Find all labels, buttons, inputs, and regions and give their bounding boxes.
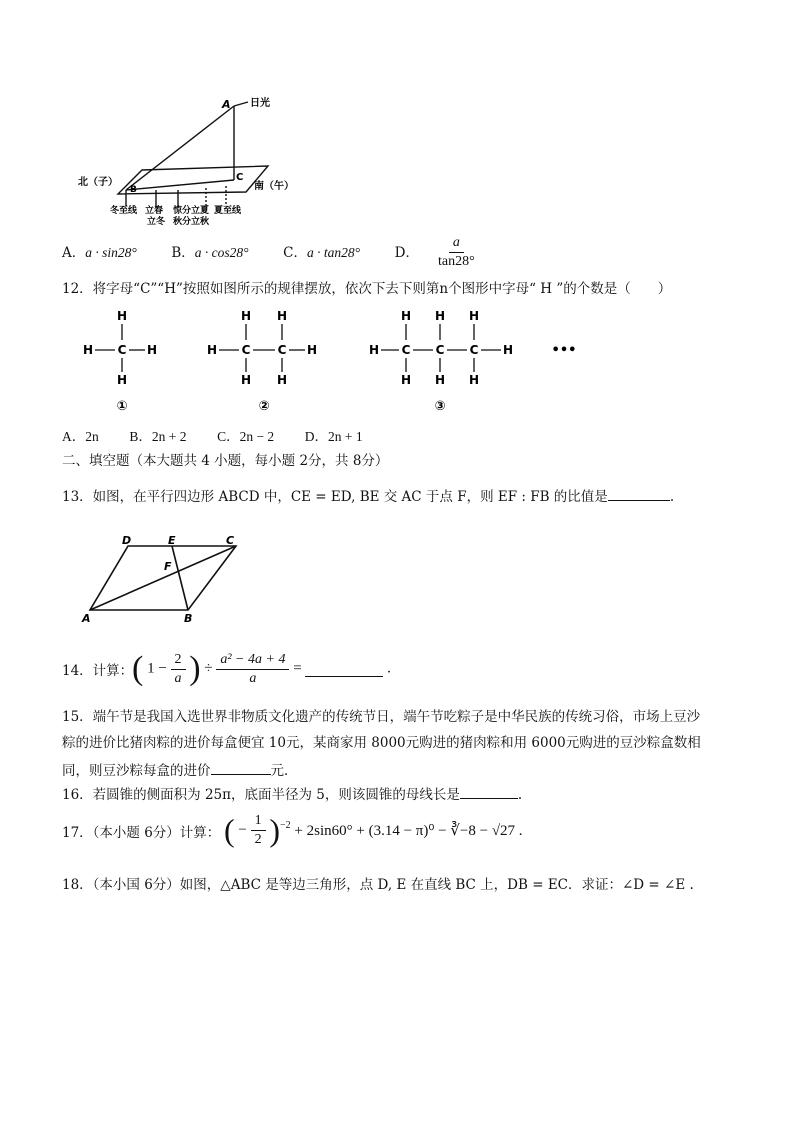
m2-number: ② — [258, 399, 270, 414]
q11-option-a: a · sin28° — [85, 245, 137, 260]
q12-option-d: D．2n + 1 — [304, 429, 363, 444]
q11-option-a-label: A． — [62, 245, 86, 261]
q16-text: 16．若圆锥的侧面积为 25π，底面半径为 5，则该圆锥的母线长是 — [62, 787, 460, 803]
q12-option-b: B．2n + 2 — [129, 429, 187, 444]
m3-h-left: H — [368, 343, 380, 357]
q13-end: . — [669, 489, 675, 505]
m3-h-bottom3: H — [468, 373, 480, 387]
m3-number: ③ — [434, 399, 446, 414]
fig11-label-A: A — [222, 98, 231, 111]
q14-eq: = — [293, 660, 302, 677]
m2-c2: C — [277, 343, 287, 357]
q11-option-b-label: B． — [171, 245, 195, 261]
m2-h-bottom2: H — [276, 373, 288, 387]
q14-frac1-num: 2 — [171, 651, 186, 670]
fig13-label-E: E — [168, 534, 176, 547]
m2-c1: C — [241, 343, 251, 357]
fig11-label-summer: 夏至线 — [214, 206, 242, 216]
m1-c: C — [117, 343, 127, 357]
m1-h-right: H — [146, 343, 158, 357]
q15-line2: 粽的进价比猪肉粽的进价每盒便宜 10元，某商家用 8000元购进的猪肉粽和用 6000元购进的豆沙粽盒数相 — [62, 735, 701, 751]
m3-h-top1: H — [400, 309, 412, 323]
q11-option-d-num: a — [449, 234, 464, 253]
m3-h-top3: H — [468, 309, 480, 323]
q13-line — [62, 486, 674, 506]
m1-h-bottom: H — [116, 373, 128, 387]
fig11-label-north: 北（子） — [78, 177, 118, 188]
q14-frac1 — [171, 651, 186, 688]
q11-option-d-label: D． — [394, 245, 419, 261]
q14-answer-blank[interactable] — [305, 662, 383, 677]
m2-h-bottom1: H — [240, 373, 252, 387]
q17-frac-num: 1 — [251, 812, 266, 831]
q16-line — [62, 784, 522, 804]
q12-option-c: C．2n − 2 — [217, 429, 275, 444]
fig11-label-jingzhe: 惊分立夏 — [173, 206, 210, 216]
q11-option-c-label: C． — [283, 245, 308, 261]
q17-frac — [251, 812, 266, 849]
fig11-label-B: B — [130, 185, 137, 195]
q11-option-d-den: tan28° — [438, 254, 475, 269]
m1-h-top: H — [116, 309, 128, 323]
fig11-label-winter: 冬至线 — [110, 206, 138, 216]
q12-options — [62, 428, 363, 446]
q14-expression: ( 1 − $\frac{2}{a}$ ) ÷ $\frac{\text{a² − 4a + 4}}{a}$ = . — [132, 650, 391, 687]
q15-line3 — [62, 760, 298, 780]
q18-text: 18．（本小国 6分）如图，△ABC 是等边三角形，点 D, E 在直线 BC 上，DB = EC．求证：∠D = ∠E . — [62, 877, 694, 893]
q11-option-b: a · cos28° — [194, 245, 249, 260]
q14-frac1-den: a — [174, 670, 182, 686]
q13-answer-blank[interactable] — [608, 486, 670, 501]
molecule-figures — [78, 306, 588, 418]
fig11-label-lichun: 立春 — [145, 206, 164, 216]
q14-prefix: 14．计算： — [62, 663, 134, 679]
q11-options — [62, 244, 419, 262]
m3-h-right: H — [502, 343, 514, 357]
m3-h-bottom1: H — [400, 373, 412, 387]
q15-line1: 15．端午节是我国入选世界非物质文化遗产的传统节日，端午节吃粽子是中华民族的传统习俗，市场上豆沙 — [62, 709, 701, 725]
parallelogram-figure — [76, 530, 256, 626]
q11-option-d-fraction — [438, 234, 475, 271]
q14-frac2 — [216, 651, 289, 688]
q12-text: 12．将字母“C”“H”按照如图所示的规律摆放，依次下去下则第n个图形中字母“ H ”的个数是（ ） — [62, 281, 672, 297]
q15-unit: 元． — [270, 763, 298, 779]
q15-answer-blank[interactable] — [211, 760, 271, 775]
sundial-figure — [70, 92, 310, 230]
fig13-label-F: F — [164, 560, 172, 573]
q14-frac2-num: a² − 4a + 4 — [216, 651, 289, 670]
q17-rest: + 2sin60° + (3.14 − π)⁰ − ∛−8 − √27 . — [294, 823, 523, 839]
m2-h-left: H — [206, 343, 218, 357]
m1-number: ① — [116, 399, 128, 414]
q17-prefix: 17．（本小题 6分）计算： — [62, 825, 221, 841]
q12-option-a: A．2n — [62, 429, 99, 444]
fig13-label-A: A — [82, 612, 91, 625]
q14-one: 1 − — [147, 660, 167, 677]
fig13-label-B: B — [184, 612, 193, 625]
m2-h-right: H — [306, 343, 318, 357]
fig11-label-chunfen: 秋分立秋 — [173, 217, 210, 227]
m3-c1: C — [401, 343, 411, 357]
q17-exponent: −2 — [280, 819, 291, 831]
fig11-label-lidong: 立冬 — [147, 217, 166, 227]
fig13-label-D: D — [122, 534, 132, 547]
m2-h-top1: H — [240, 309, 252, 323]
q14-frac2-den: a — [249, 670, 257, 686]
fig11-label-sun: 日光 — [250, 98, 270, 109]
fig13-label-C: C — [226, 534, 235, 547]
fig11-label-south: 南（午） — [254, 181, 294, 192]
m2-h-top2: H — [276, 309, 288, 323]
ellipsis: ••• — [551, 343, 577, 358]
m3-h-bottom2: H — [434, 373, 446, 387]
fig11-label-C: C — [236, 172, 244, 183]
m3-c3: C — [469, 343, 479, 357]
m3-c2: C — [435, 343, 445, 357]
section-heading: 二、填空题（本大题共 4 小题，每小题 2分，共 8分） — [62, 453, 389, 469]
q11-option-c: a · tan28° — [307, 245, 361, 260]
q15-line3-text: 同，则豆沙粽每盒的进价 — [62, 763, 211, 779]
q17-frac-den: 2 — [254, 832, 262, 847]
q14-end: . — [387, 660, 391, 677]
q16-end: . — [517, 787, 523, 803]
m3-h-top2: H — [434, 309, 446, 323]
m1-h-left: H — [82, 343, 94, 357]
q17-expression: ( − $\frac{1}{2}$ )$^{-2}$ + 2sin60° + (3.14 − π)⁰ − ∛−8 − √27 . — [224, 812, 523, 848]
q16-answer-blank[interactable] — [460, 784, 518, 799]
q13-text: 13．如图，在平行四边形 ABCD 中，CE = ED, BE 交 AC 于点 F，则 EF : FB 的比值是 — [62, 489, 608, 505]
q14-div: ÷ — [204, 660, 213, 677]
